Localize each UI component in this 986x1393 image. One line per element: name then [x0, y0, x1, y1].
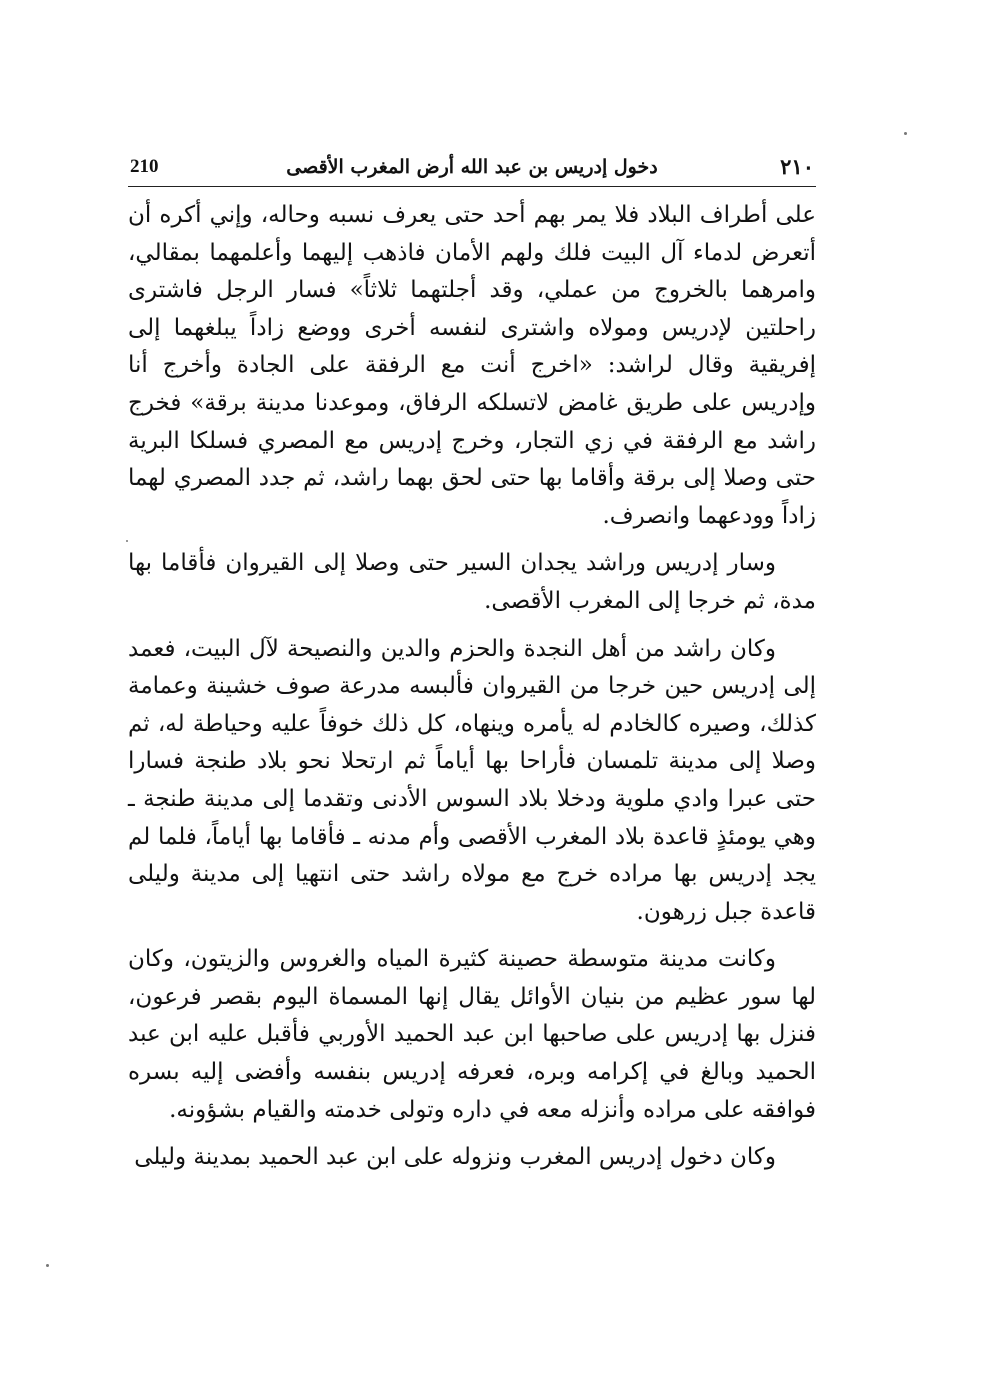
- paragraph-2: وسار إدريس وراشد يجدان السير حتى وصلا إلى القيروان فأقاما بها مدة، ثم خرجا إلى المغرب الأقصى.: [128, 550, 816, 614]
- scan-speck: [126, 540, 128, 542]
- page-number-arabic: ٢١٠: [780, 154, 814, 179]
- paragraph-4: وكانت مدينة متوسطة حصينة كثيرة المياه والغروس والزيتون، وكان لها سور عظيم من بنيان الأوائل يقال إنها المسماة اليوم بقصر فرعون، فنزل بها إدريس على صاحبها ابن عبد الحميد الأوربي فأقبل عليه ابن عبد الحميد وبالغ في إكرامه وبره، فعرفه إدريس بنفسه وأفضى إليه بسره فوافقه على مراده وأنزله معه في داره وتولى خدمته والقيام بشؤونه.: [128, 946, 816, 1123]
- page-number-latin: 210: [130, 156, 159, 177]
- book-page: [128, 150, 816, 1270]
- paragraph-3: وكان راشد من أهل النجدة والحزم والدين والنصيحة لآل البيت، فعمد إلى إدريس حين خرجا من القيروان فألبسه مدرعة صوف خشينة وعمامة كذلك، وصيره كالخادم له يأمره وينهاه، كل ذلك خوفاً عليه وحياطة له، ثم وصلا إلى مدينة تلمسان فأراحا بها أياماً ثم ارتحلا نحو بلاد طنجة فسارا حتى عبرا وادي ملوية ودخلا بلاد السوس الأدنى وتقدما إلى مدينة طنجة ـ وهي يومئذٍ قاعدة بلاد المغرب الأقصى وأم مدنه ـ فأقاما بها أياماً، فلما لم يجد إدريس بها مراده خرج مع مولاه راشد حتى انتهيا إلى مدينة وليلى قاعدة جبل زرهون.: [128, 635, 816, 925]
- scan-speck: [904, 132, 907, 135]
- running-title: دخول إدريس بن عبد الله أرض المغرب الأقصى: [286, 156, 658, 178]
- scan-speck: [46, 1264, 49, 1267]
- page-header: [128, 150, 816, 187]
- page-body: [128, 197, 816, 1177]
- paragraph-5: وكان دخول إدريس المغرب ونزوله على ابن عبد الحميد بمدينة وليلى: [134, 1144, 776, 1171]
- paragraph-1: على أطراف البلاد فلا يمر بهم أحد حتى يعرف نسبه وحاله، وإني أكره أن أتعرض لدماء آل البيت فلك ولهم الأمان فاذهب إليهما وأعلمهما بمقالي، وامرهما بالخروج من عملي، وقد أجلتهما ثلاثاً» فسار الرجل فاشترى راحلتين لإدريس ومولاه واشترى لنفسه أخرى ووضع زاداً يبلغهما إلى إفريقية وقال لراشد: «اخرج أنت مع الرفقة على الجادة وأخرج أنا وإدريس على طريق غامض لاتسلكه الرفاق، وموعدنا مدينة برقة» فخرج راشد مع الرفقة في زي التجار، وخرج إدريس مع المصري فسلكا البرية حتى وصلا إلى برقة وأقاما بها حتى لحق بهما راشد، ثم جدد المصري لهما زاداً وودعهما وانصرف.: [128, 202, 816, 529]
